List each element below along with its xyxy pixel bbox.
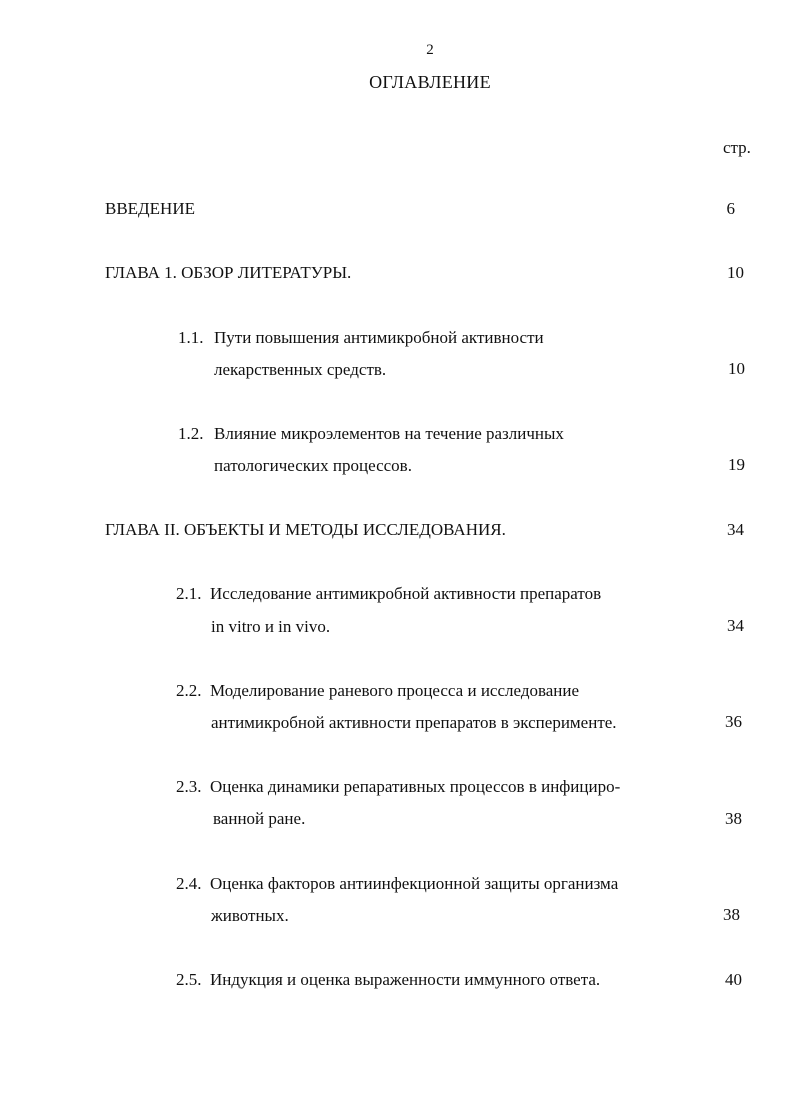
toc-entry-page: 38 [723, 905, 740, 924]
toc-entry-number: 2.5. [176, 970, 202, 989]
toc-entry-title-line-1: Моделирование раневого процесса и исследование [210, 681, 580, 700]
toc-entry-page: 10 [728, 359, 745, 378]
toc-entry-title-line-2: лекарственных средств. [214, 360, 387, 379]
toc-entry-title-line-1: Индукция и оценка выраженности иммунного ответа. [210, 970, 601, 989]
toc-entry-title-line-1: Исследование антимикробной активности препаратов [210, 584, 602, 603]
toc-entry-page: 36 [725, 712, 742, 731]
toc-entry-title-line-1: Пути повышения антимикробной активности [214, 328, 544, 347]
toc-entry-title-line-2: животных. [211, 906, 289, 925]
page-number: 2 [426, 42, 434, 58]
toc-entry-page: 10 [727, 263, 744, 282]
toc-entry-title-line-1: Оценка динамики репаративных процессов в инфициро- [210, 777, 621, 796]
toc-entry-page: 34 [727, 616, 744, 635]
toc-entry-number: 1.2. [178, 424, 204, 443]
toc-entry-title-line-2: in vitro и in vivo. [211, 617, 331, 636]
toc-entry-page: 34 [727, 520, 744, 539]
page-title: ОГЛАВЛЕНИЕ [369, 72, 491, 92]
toc-entry-page: 40 [725, 970, 742, 989]
toc-entry-number: 2.3. [176, 777, 202, 796]
toc-entry-number: 2.1. [176, 584, 202, 603]
toc-entry-number: 2.2. [176, 681, 202, 700]
toc-entry-title: ВВЕДЕНИЕ [105, 199, 195, 218]
toc-entry-page: 38 [725, 809, 742, 828]
toc-entry-page: 19 [728, 455, 745, 474]
toc-entry-title: ГЛАВА 1. ОБЗОР ЛИТЕРАТУРЫ. [105, 263, 352, 282]
toc-entry-number: 2.4. [176, 874, 202, 893]
toc-entry-title-line-1: Оценка факторов антиинфекционной защиты организма [210, 874, 619, 893]
toc-entry-title-line-2: патологических процессов. [214, 456, 412, 475]
toc-entry-page: 6 [726, 199, 735, 218]
toc-entry-title-line-2: ванной ране. [213, 809, 306, 828]
toc-entry-title-line-1: Влияние микроэлементов на течение различных [214, 424, 564, 443]
toc-entry-number: 1.1. [178, 328, 204, 347]
toc-entry-title: ГЛАВА II. ОБЪЕКТЫ И МЕТОДЫ ИССЛЕДОВАНИЯ. [105, 520, 506, 539]
toc-entry-title-line-2: антимикробной активности препаратов в эксперименте. [211, 713, 617, 732]
page-column-label: стр. [723, 138, 751, 157]
